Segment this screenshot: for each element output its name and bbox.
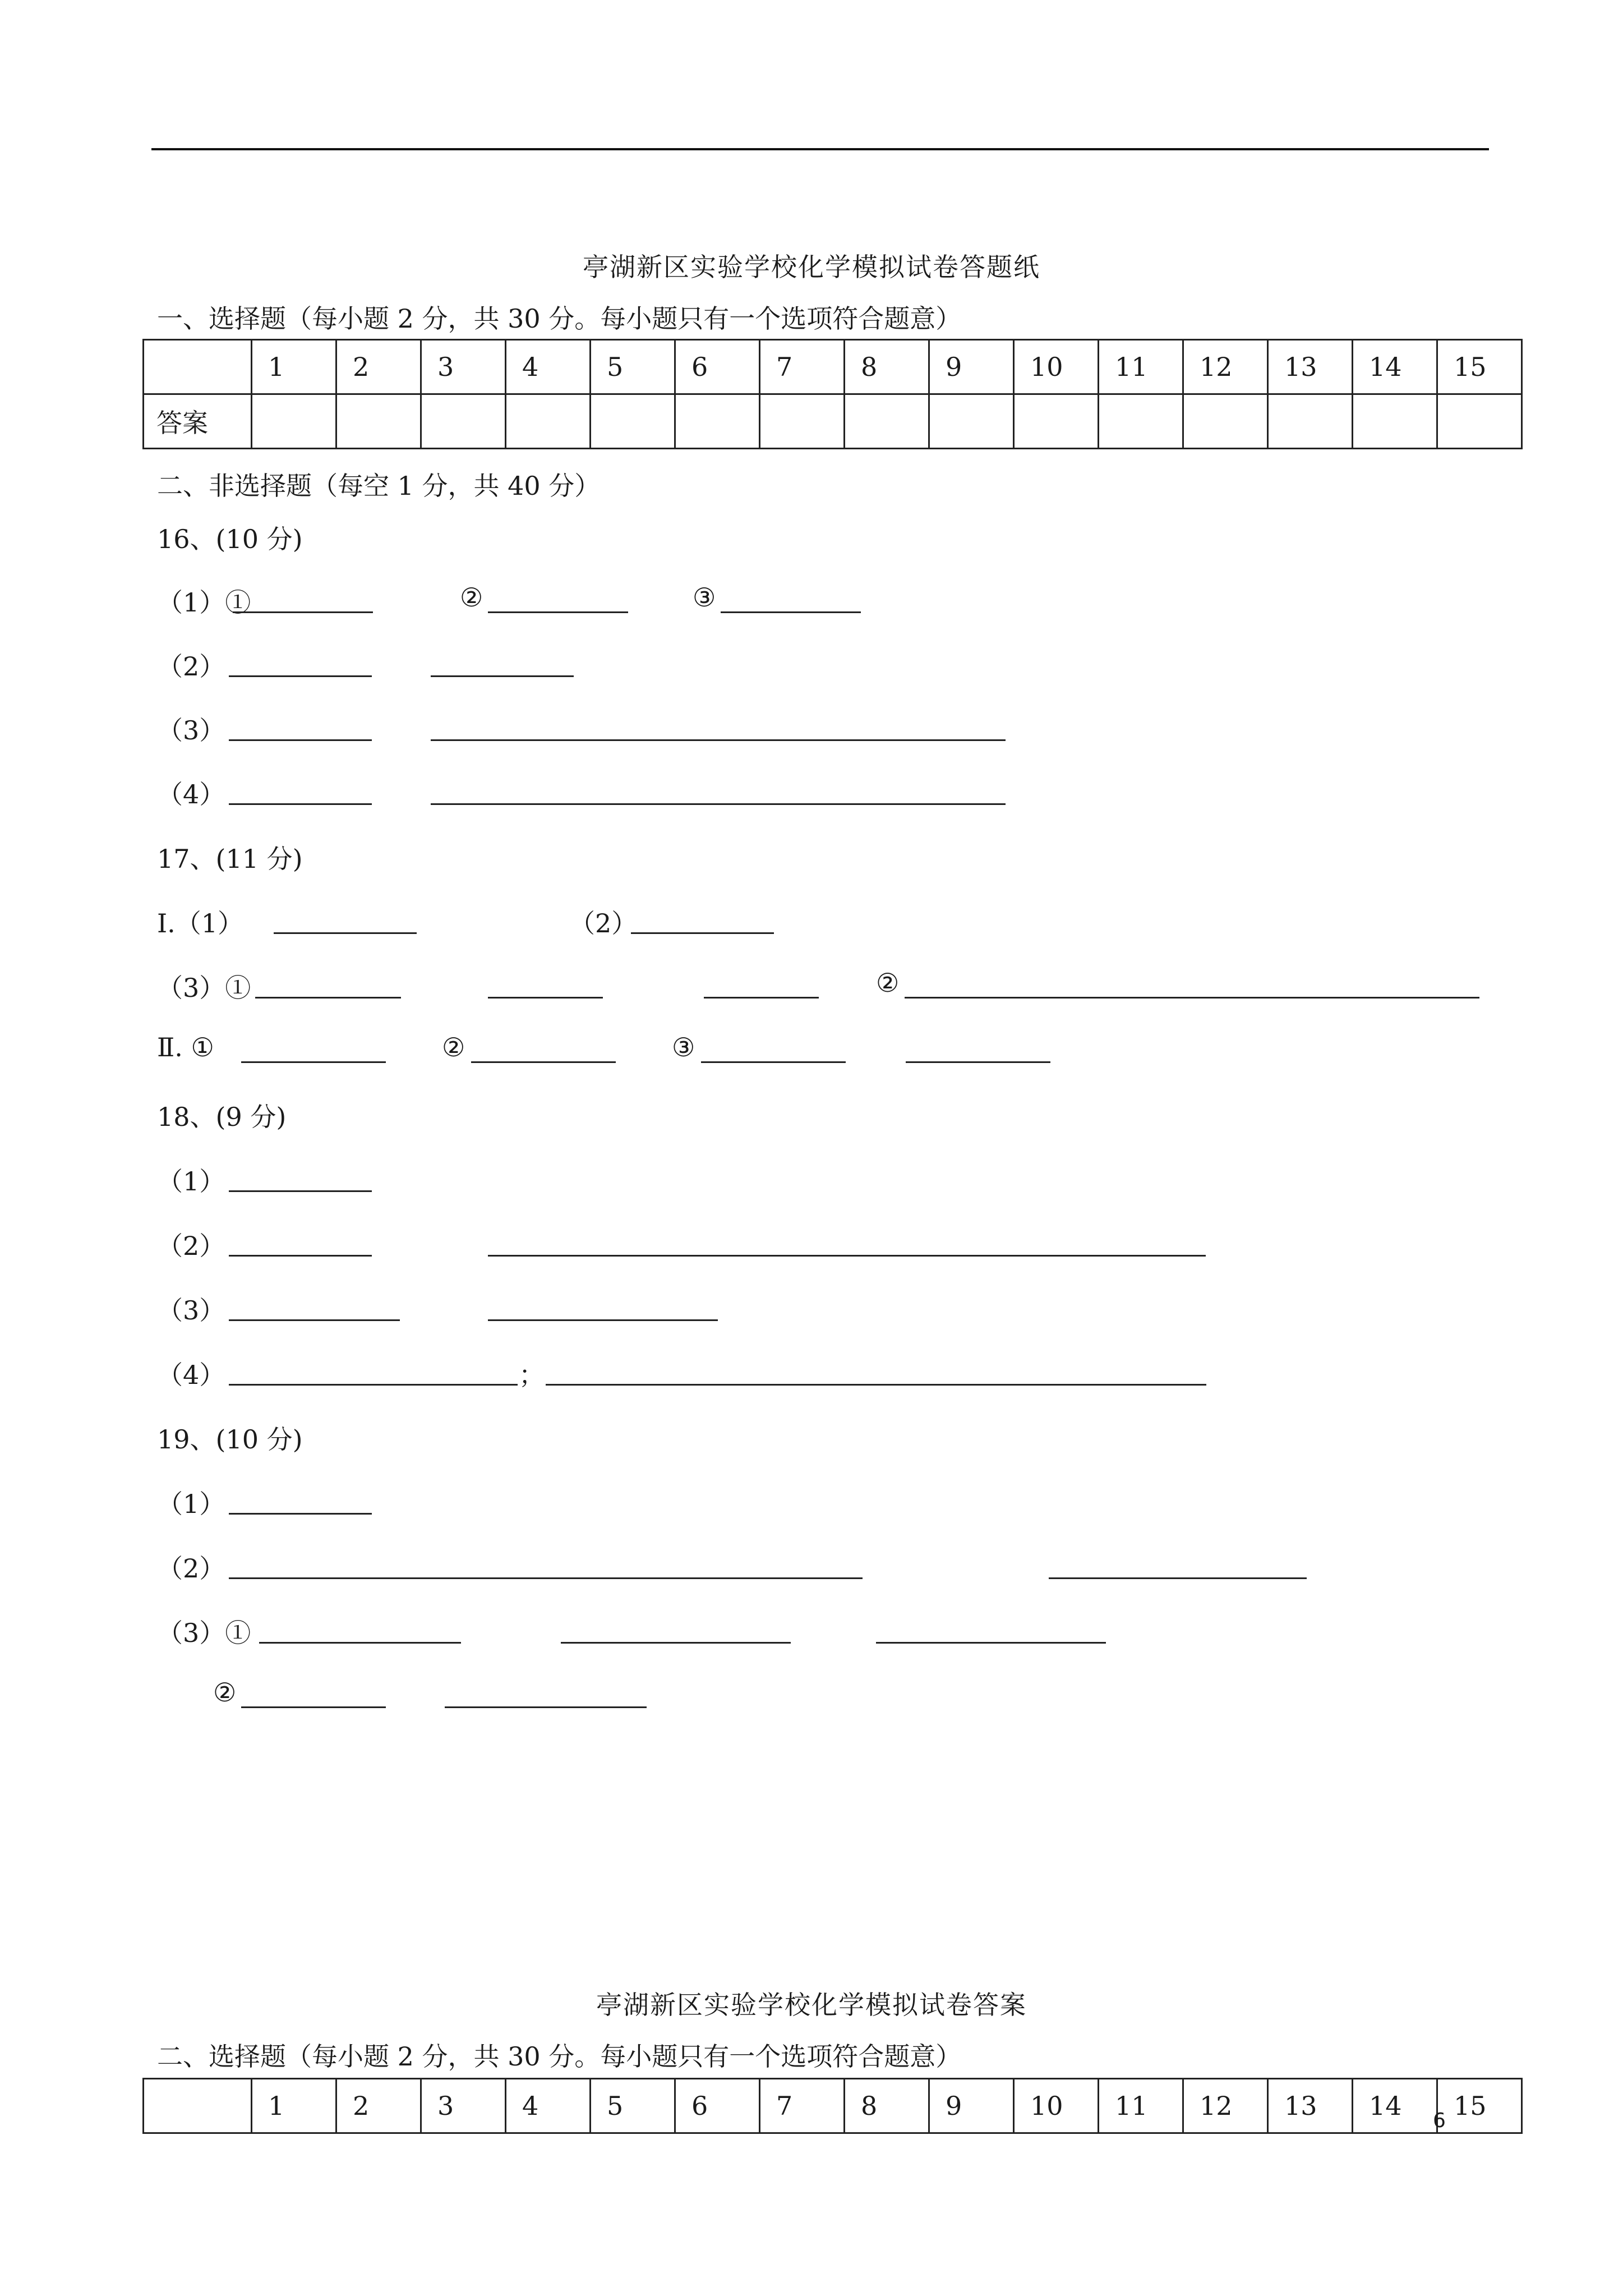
q19-label-4: ② — [213, 1677, 237, 1708]
q16-label-1: （1）① — [157, 587, 251, 618]
table-cell: 1 — [252, 340, 336, 394]
table-cell: 13 — [1268, 340, 1353, 394]
answer-cell[interactable] — [1268, 394, 1353, 449]
table-cell: 11 — [1099, 340, 1183, 394]
answer-blank[interactable] — [229, 1255, 372, 1257]
q19-line-2 — [157, 1548, 1335, 1582]
answer-blank[interactable] — [905, 997, 1479, 999]
answer-cell[interactable] — [252, 394, 336, 449]
table-cell: 15 — [1437, 340, 1522, 394]
answer-blank[interactable] — [233, 611, 373, 613]
table-cell: 9 — [929, 2079, 1014, 2133]
answer-blank[interactable] — [431, 739, 1006, 741]
answer-blank[interactable] — [876, 1642, 1106, 1644]
answer-cell[interactable] — [675, 394, 760, 449]
answer-blank[interactable] — [488, 1319, 718, 1321]
q19-label-2: （2） — [157, 1553, 225, 1584]
q16-label-1c: ③ — [693, 582, 716, 613]
answer-blank[interactable] — [701, 1061, 846, 1063]
table-cell: 6 — [675, 2079, 760, 2133]
answer-blank[interactable] — [229, 675, 372, 677]
answer-blank[interactable] — [274, 932, 417, 934]
answer-blank[interactable] — [1049, 1577, 1307, 1579]
answer-blank[interactable] — [704, 997, 819, 999]
table-cell: 11 — [1099, 2079, 1183, 2133]
table-cell: 3 — [421, 2079, 506, 2133]
answer-blank[interactable] — [241, 1061, 386, 1063]
table-cell: 10 — [1014, 2079, 1099, 2133]
q17-label-3c: ③ — [672, 1032, 695, 1062]
table-header-row — [144, 2079, 1522, 2133]
q18-label-3: （3） — [157, 1295, 225, 1326]
table-cell: 13 — [1268, 2079, 1353, 2133]
table-cell: 1 — [252, 2079, 336, 2133]
table-answer-row — [144, 394, 1522, 449]
q18-label-1: （1） — [157, 1166, 225, 1197]
page-title: 亭湖新区实验学校化学模拟试卷答题纸 — [583, 252, 1040, 282]
table-header-row — [144, 340, 1522, 394]
q18-heading: 18、(9 分) — [157, 1102, 287, 1132]
section-nonchoice-heading: 二、非选择题（每空 1 分，共 40 分） — [157, 471, 601, 501]
q16-line-3 — [157, 710, 1054, 744]
answer-blank[interactable] — [229, 1319, 400, 1321]
table-cell: 15 — [1437, 2079, 1522, 2133]
q18-line-3 — [157, 1290, 830, 1324]
table-cell: 8 — [845, 340, 929, 394]
answer-cell[interactable] — [1183, 394, 1268, 449]
table-cell: 8 — [845, 2079, 929, 2133]
q17-label-1b: （2） — [569, 908, 638, 938]
table-cell: 6 — [675, 340, 760, 394]
q16-heading: 16、(10 分) — [157, 524, 303, 554]
answer-blank[interactable] — [259, 1642, 461, 1644]
answer-blank[interactable] — [721, 611, 861, 613]
answer-blank[interactable] — [229, 1190, 372, 1192]
answer-key-table — [142, 2078, 1523, 2134]
answer-blank[interactable] — [431, 675, 574, 677]
q17-label-2: （3）① — [157, 973, 251, 1003]
answer-cell[interactable] — [929, 394, 1014, 449]
answer-cell[interactable] — [336, 394, 421, 449]
q19-line-4 — [213, 1677, 830, 1711]
answer-blank[interactable] — [229, 803, 372, 805]
q18-line-2 — [157, 1226, 1279, 1259]
q17-line-1 — [157, 903, 886, 937]
table-cell: 4 — [506, 2079, 591, 2133]
table-cell: 12 — [1183, 2079, 1268, 2133]
q18-separator: ； — [519, 1360, 545, 1390]
answer-cell[interactable] — [1437, 394, 1522, 449]
answer-key-title: 亭湖新区实验学校化学模拟试卷答案 — [596, 1990, 1027, 2020]
q16-label-1b: ② — [460, 582, 483, 613]
q18-line-4 — [157, 1355, 1279, 1388]
q16-line-2 — [157, 646, 886, 680]
answer-blank[interactable] — [546, 1384, 1206, 1386]
q17-label-1a: Ⅰ.（1） — [157, 908, 244, 938]
q17-heading: 17、(11 分) — [157, 844, 303, 874]
q17-line-2 — [157, 968, 1503, 1001]
answer-blank[interactable] — [445, 1706, 647, 1708]
answer-cell[interactable] — [591, 394, 675, 449]
answer-blank[interactable] — [431, 803, 1006, 805]
header-rule — [151, 148, 1489, 150]
table-cell: 10 — [1014, 340, 1099, 394]
table-cell — [144, 2079, 252, 2133]
table-cell: 14 — [1353, 2079, 1437, 2133]
answer-blank[interactable] — [906, 1061, 1050, 1063]
answer-blank[interactable] — [488, 1255, 1206, 1257]
table-cell: 5 — [591, 2079, 675, 2133]
q17-label-2b: ② — [876, 968, 900, 998]
answer-blank[interactable] — [255, 997, 401, 999]
q18-label-2: （2） — [157, 1231, 225, 1261]
q19-label-1: （1） — [157, 1489, 225, 1519]
table-cell: 14 — [1353, 340, 1437, 394]
table-cell: 12 — [1183, 340, 1268, 394]
table-cell: 2 — [336, 2079, 421, 2133]
q17-label-3a: Ⅱ. ① — [157, 1032, 214, 1062]
answer-cell[interactable] — [506, 394, 591, 449]
q17-line-3 — [157, 1032, 1110, 1066]
q18-label-4: （4） — [157, 1360, 225, 1390]
q16-label-2: （2） — [157, 651, 225, 682]
answer-cell[interactable] — [845, 394, 929, 449]
q19-line-1 — [157, 1484, 550, 1517]
q17-label-3b: ② — [442, 1032, 465, 1062]
section-choice-heading: 一、选择题（每小题 2 分，共 30 分。每小题只有一个选项符合题意） — [157, 303, 962, 334]
table-cell: 3 — [421, 340, 506, 394]
answer-blank[interactable] — [561, 1642, 791, 1644]
answer-label-cell: 答案 — [144, 394, 252, 449]
answer-blank[interactable] — [488, 611, 628, 613]
table-cell: 7 — [760, 2079, 845, 2133]
answer-blank[interactable] — [229, 1384, 518, 1386]
answer-cell[interactable] — [1014, 394, 1099, 449]
table-cell: 2 — [336, 340, 421, 394]
table-cell: 5 — [591, 340, 675, 394]
answer-cell[interactable] — [760, 394, 845, 449]
table-cell: 7 — [760, 340, 845, 394]
answer-blank[interactable] — [471, 1061, 616, 1063]
q18-line-1 — [157, 1161, 550, 1195]
answer-blank[interactable] — [229, 1513, 372, 1515]
table-cell: 4 — [506, 340, 591, 394]
answer-blank[interactable] — [488, 997, 603, 999]
answer-table — [142, 339, 1523, 449]
q19-heading: 19、(10 分) — [157, 1424, 303, 1455]
q16-line-4 — [157, 774, 1054, 808]
q16-label-3: （3） — [157, 715, 225, 746]
q19-line-3 — [157, 1613, 1166, 1646]
answer-cell[interactable] — [1353, 394, 1437, 449]
q16-label-4: （4） — [157, 779, 225, 809]
table-cell — [144, 340, 252, 394]
answer-blank[interactable] — [229, 739, 372, 741]
table-cell: 9 — [929, 340, 1014, 394]
answer-blank[interactable] — [631, 932, 774, 934]
answer-blank[interactable] — [229, 1577, 863, 1579]
answer-blank[interactable] — [241, 1706, 386, 1708]
q19-label-3: （3）① — [157, 1618, 251, 1648]
answer-cell[interactable] — [1099, 394, 1183, 449]
q16-line-1 — [157, 582, 886, 616]
answer-key-section-heading: 二、选择题（每小题 2 分，共 30 分。每小题只有一个选项符合题意） — [157, 2041, 962, 2072]
page-number: 6 — [1433, 2109, 1446, 2132]
answer-cell[interactable] — [421, 394, 506, 449]
